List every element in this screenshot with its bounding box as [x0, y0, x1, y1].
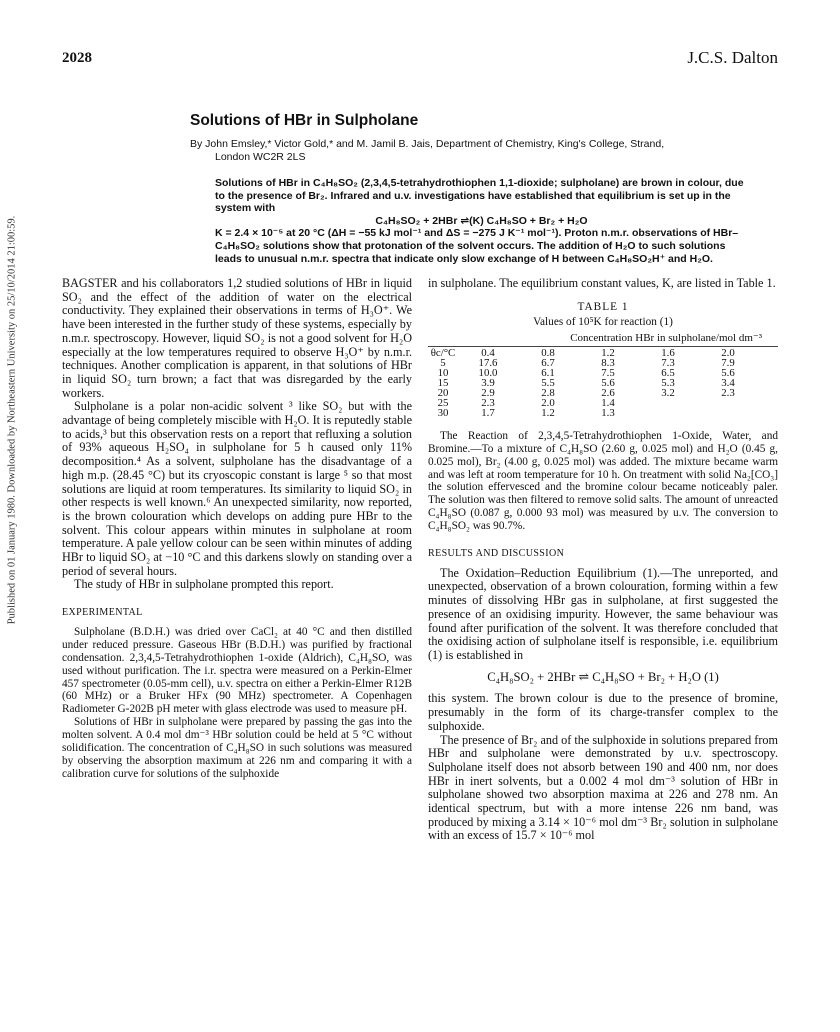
abstract-text-2: K = 2.4 × 10⁻⁵ at 20 °C (ΔH = −55 kJ mol⁻¹ and ΔS = −275 J K⁻¹ mol⁻¹). Proton n.m.r. observations of HBr–C₄H₈SO₂ solutions show that protonation of the solvent occurs. The addition of H₂O to such solutions leads to unusual n.m.r. spectra that indicate only slow exchange of H between C₄H₈SO₂H⁺ and H₂O. [215, 227, 739, 265]
table-row [428, 378, 758, 388]
table-value-cell: 7.9 [721, 356, 735, 369]
results-paragraph-1: The Oxidation–Reduction Equilibrium (1).—The unreported, and unexpected, observation of a brown colouration, forming within a few minutes of dissolving HBr gas in sulpholane, at first suggested the presence of an oxidising impurity. However, the same behaviour was found after purification of the solvent. It was therefore concluded that the oxidising action of sulpholane itself is responsible, i.e. equilibrium (1) is established in [428, 565, 778, 662]
table-value-cell: 1.2 [541, 406, 555, 419]
table-row [428, 358, 758, 368]
table-subtitle: Values of 10⁵K for reaction (1) [533, 316, 673, 329]
reaction-paragraph: The Reaction of 2,3,4,5-Tetrahydrothiophen 1-Oxide, Water, and Bromine.—To a mixture of C₄H₈SO (2.60 g, 0.025 mol) and H₂O (0.45 g, 0.025 mol), Br₂ (4.00 g, 0.025 mol) was added. The mixture became warm and was left at room temperature for 10 h. On treatment with solid Na₂[CO₃] the solution effervesced and the bromine colour became noticeably paler. The solution was then filtered to remove solid salts. The amount of unreacted C₄H₈SO (0.087 g, 0.000 93 mol) was measured by u.v. The conversion to C₄H₈SO₂ was 90.7%. [428, 429, 778, 533]
abstract-text-1: Solutions of HBr in C₄H₈SO₂ (2,3,4,5-tetrahydrothiophen 1,1-dioxide; sulpholane) are brown in colour, due to the presence of Br₂. Infrared and u.v. investigations have established that equilibrium is set up in the system with [215, 177, 744, 215]
intro-paragraph-1: BAGSTER and his collaborators 1,2 studied solutions of HBr in liquid SO₂ and the effect of the addition of water on the electrical conductivity. They explained their observations in terms of H₃O⁺. We have been interested in the further study of these systems, especially by n.m.r. spectroscopy. However, liquid SO₂ is not a good solvent for H₂O especially at the low temperatures required to observe H₃O⁺ by n.m.r. techniques. Another complication is apparent, in that solutions of HBr in liquid SO₂ turn brown; a fact that was disregarded by the early workers. [62, 276, 412, 400]
table-value-cell: 2.8 [541, 386, 555, 399]
table-row [428, 408, 758, 418]
authors-line-2: London WC2R 2LS [215, 151, 306, 163]
table-concentration-header: 0.8 [541, 346, 555, 359]
table-value-cell [638, 408, 698, 418]
table-value-cell: 6.5 [661, 366, 675, 379]
table-value-cell: 7.5 [601, 366, 615, 379]
table-concentration-header: 0.4 [481, 346, 495, 359]
table-temperature-cell: 5 [440, 356, 446, 369]
experimental-paragraph-2: Solutions of HBr in sulpholane were prepared by passing the gas into the molten solvent. A 0.4 mol dm⁻³ HBr solution could be held at 5 °C without solidification. The concentration of C₄H₈SO in such solutions was measured by observing the absorption maximum at 226 nm and comparing it with a calibration curve for solutions of the sulphoxide [62, 716, 412, 780]
table-value-cell: 2.3 [481, 396, 495, 409]
table-concentration-header: 1.2 [601, 346, 615, 359]
table-value-cell: 10.0 [478, 366, 498, 379]
equilibrium-table [428, 348, 758, 418]
author-block [190, 138, 748, 164]
table-value-cell: 7.3 [661, 356, 675, 369]
table-temperature-cell: 25 [437, 396, 449, 409]
table-concentration-header: 2.0 [721, 346, 735, 359]
results-paragraph-3: The presence of Br₂ and of the sulphoxide in solutions prepared from HBr and sulpholane were demonstrated by u.v. spectroscopy. Sulpholane itself does not absorb between 190 and 400 nm, nor does HBr in inert solvents, but a 0.002 4 mol dm⁻³ solution of HBr in sulpholane showed two absorption maxima at 226 and 278 nm. An identical spectrum, but with a more intense 226 nm band, was produced by mixing a 3.14 × 10⁻⁶ mol dm⁻³ Br₂ solution in sulpholane with an excess of 15.7 × 10⁻⁶ mol [428, 732, 778, 843]
table-row [428, 368, 758, 378]
table-intro-paragraph: in sulpholane. The equilibrium constant values, K, are listed in Table 1. [428, 276, 776, 290]
experimental-heading: EXPERIMENTAL [62, 607, 143, 619]
table-temperature-cell: 10 [437, 366, 449, 379]
table-value-cell: 2.3 [721, 386, 735, 399]
article-title: Solutions of HBr in Sulpholane [190, 112, 419, 129]
table-value-cell: 5.6 [721, 366, 735, 379]
table-temperature-cell: 15 [437, 376, 449, 389]
table-value-cell: 2.0 [541, 396, 555, 409]
table-header-row [428, 348, 758, 358]
right-column [428, 277, 778, 843]
table-temperature-cell: 30 [437, 406, 449, 419]
equilibrium-equation: C₄H₈SO₂ + 2HBr ⇌ C₄H₈SO + Br₂ + H₂O (1) [487, 669, 719, 684]
abstract-equation: C₄H₈SO₂ + 2HBr ⇌(K) C₄H₈SO + Br₂ + H₂O [375, 214, 588, 227]
table-temperature-cell: 20 [437, 386, 449, 399]
table-value-cell: 1.4 [601, 396, 615, 409]
results-paragraph-2: this system. The brown colour is due to the presence of bromine, presumably in the form of its charge-transfer complex to the sulphoxide. [428, 691, 778, 733]
intro-paragraph-3: The study of HBr in sulpholane prompted this report. [74, 577, 334, 592]
table-value-cell: 2.9 [481, 386, 495, 399]
table-value-cell: 1.7 [481, 406, 495, 419]
left-column [62, 277, 412, 781]
journal-name: J.C.S. Dalton [687, 48, 778, 67]
table-temp-header: θc/°C [430, 346, 456, 359]
table-value-cell: 6.1 [541, 366, 555, 379]
table-concentration-header: 1.6 [661, 346, 675, 359]
table-caption: TABLE 1 [577, 300, 629, 313]
table-concentration-label: Concentration HBr in sulpholane/mol dm⁻³ [428, 332, 778, 347]
table-value-cell: 5.5 [541, 376, 555, 389]
table-value-cell: 6.7 [541, 356, 555, 369]
table-value-cell: 5.6 [601, 376, 615, 389]
results-heading: RESULTS AND DISCUSSION [428, 548, 565, 560]
page-number: 2028 [62, 50, 92, 66]
authors-line-1: By John Emsley,* Victor Gold,* and M. Jamil B. Jais, Department of Chemistry, King's College, Strand, [190, 138, 665, 150]
table-value-cell [698, 398, 758, 408]
download-sidebar [2, 205, 22, 635]
table-value-cell: 17.6 [478, 356, 498, 369]
abstract [215, 177, 748, 265]
table-value-cell: 2.6 [601, 386, 615, 399]
table-row [428, 388, 758, 398]
table-row [428, 398, 758, 408]
table-value-cell: 8.3 [601, 356, 615, 369]
table-value-cell [698, 408, 758, 418]
table-value-cell: 3.4 [721, 376, 735, 389]
table-value-cell: 3.9 [481, 376, 495, 389]
table-value-cell [638, 398, 698, 408]
download-notice: Published on 01 January 1980. Downloaded by Northeastern University on 25/10/2014 21:00:59. [6, 215, 18, 625]
table-value-cell: 5.3 [661, 376, 675, 389]
experimental-paragraph-1: Sulpholane (B.D.H.) was dried over CaCl₂ at 40 °C and then distilled under reduced pressure. Gaseous HBr (B.D.H.) was purified by fractional condensation. 2,3,4,5-Tetrahydrothiophen 1-oxide (Aldrich), C₄H₈SO, was used without purification. The i.r. spectra were measured on a Perkin-Elmer 457 spectrometer (0.05-mm cell), u.v. spectra on either a Perkin-Elmer R12B (60 MHz) or a Bruker HFx (90 MHz) spectrometer. A Copenhagen Radiometer G-202B pH meter with glass electrode was used to measure pH. [62, 625, 412, 716]
table-value-cell: 1.3 [601, 406, 615, 419]
intro-paragraph-2: Sulpholane is a polar non-acidic solvent ³ like SO₂ but with the advantage of being completely miscible with H₂O. It is reputedly stable to acids,³ but this observation rests on a report that refluxing a solution of 93% aqueous H₂SO₄ in sulpholane for 5 h caused only 11% decomposition.⁴ As a solvent, sulpholane has the disadvantage of a high m.p. (28.45 °C) but its cryoscopic constant is large ⁵ so that most solutions are liquid at room temperatures. Its similarity to liquid SO₂ in other respects is well known.⁶ An unexpected similarity, now reported, is the brown colouration which develops on adding pure HBr to the solvent. This colour appears within minutes in sulpholane at room temperature. A pale yellow colour can be seen within minutes of adding HBr to liquid SO₂ at −10 °C and this darkens slowly on standing over a period of several hours. [62, 399, 412, 578]
table-value-cell: 3.2 [661, 386, 675, 399]
